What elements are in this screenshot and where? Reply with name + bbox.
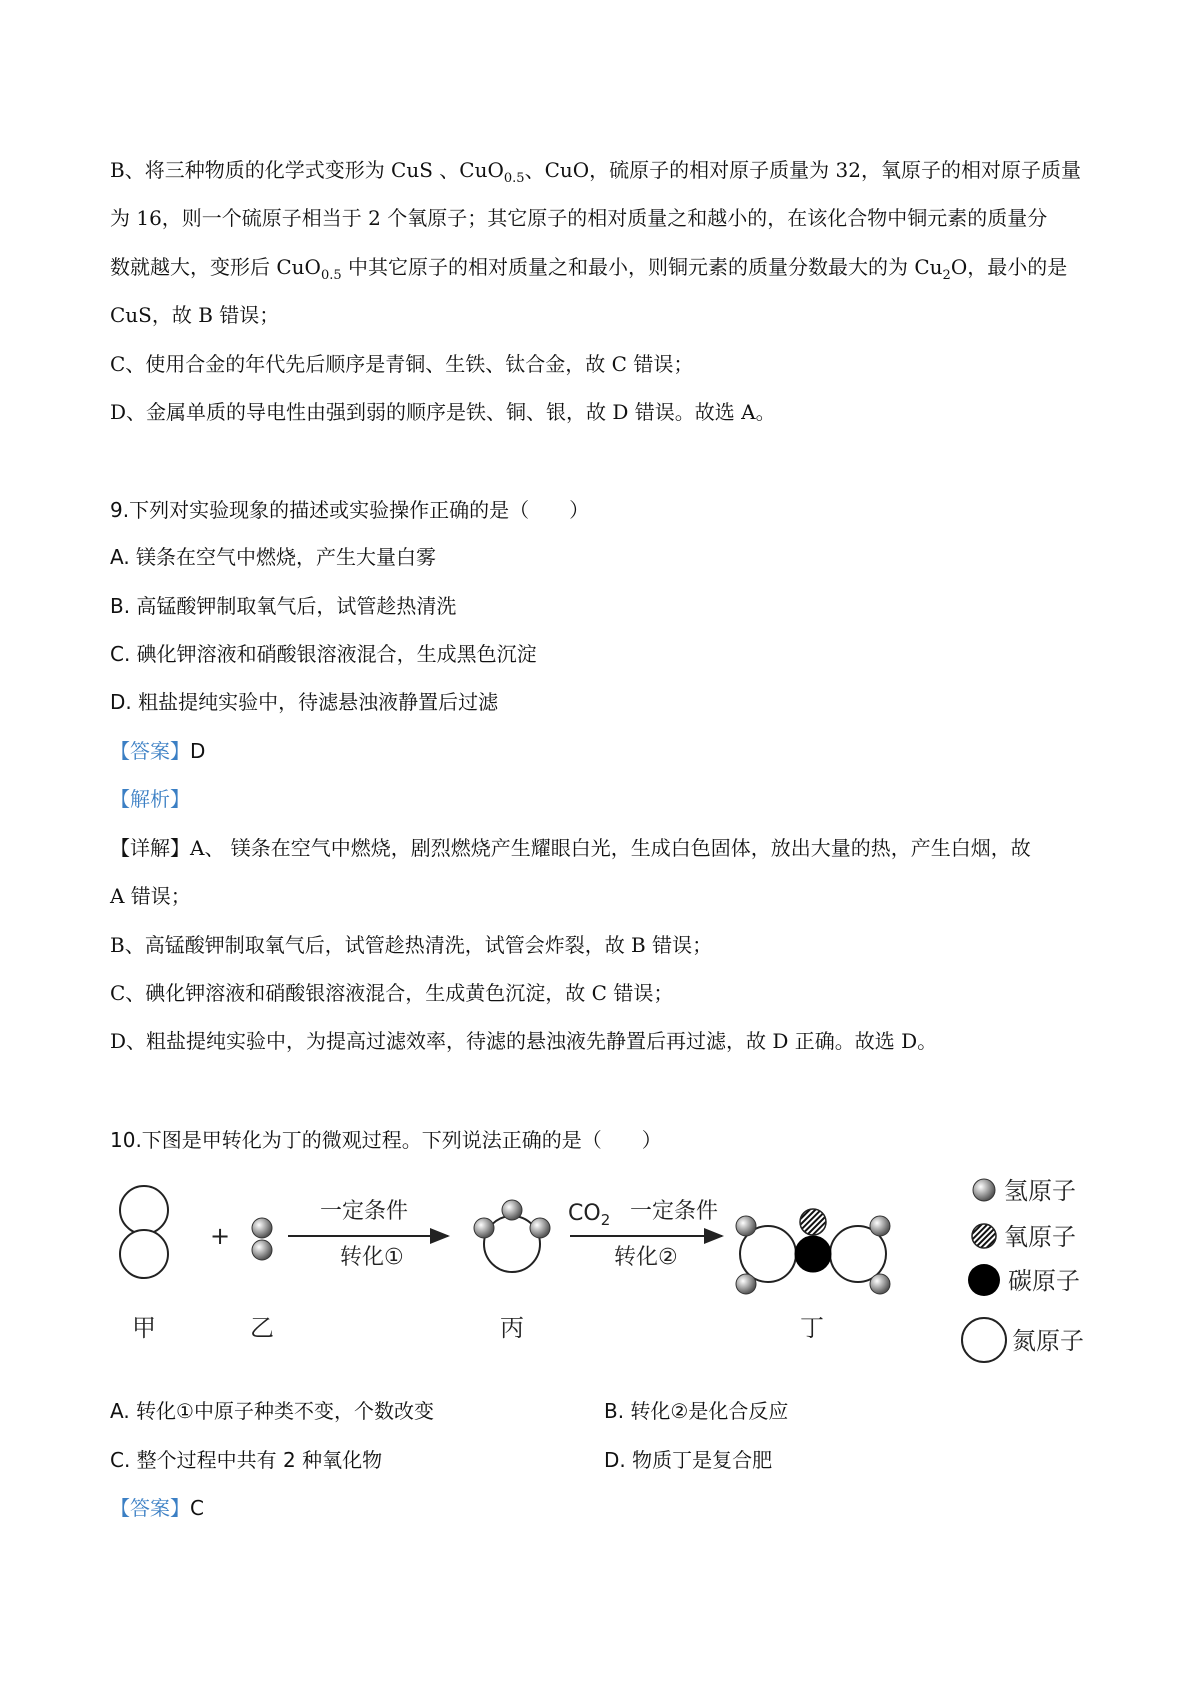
solution-b-line4: CuS，故 B 错误； bbox=[110, 303, 280, 327]
solution-b-line3: 数就越大，变形后 CuO$_{0.5}$ 中其它原子的相对质量之和最小，则铜元素的质量分数最大的为 $Cu_2O$，最小的是 bbox=[110, 255, 1068, 283]
q9-detail-b: B、高锰酸钾制取氧气后，试管趁热清洗，试管会炸裂，故 B 错误； bbox=[110, 933, 713, 957]
q10-option-c: C. 整个过程中共有 2 种氧化物 bbox=[110, 1448, 383, 1472]
hydrogen-atom bbox=[736, 1274, 756, 1294]
q9-detail-line1: 【详解】A、 镁条在空气中燃烧，剧烈燃烧产生耀眼白光，生成白色固体，放出大量的热，产生白烟，故 bbox=[110, 836, 1031, 860]
q10-option-b: B. 转化②是化合反应 bbox=[604, 1399, 789, 1423]
answer-value: C bbox=[190, 1496, 204, 1520]
answer-label: 【答案】 bbox=[110, 1496, 190, 1520]
molecule-yi bbox=[252, 1218, 272, 1260]
label-bing: 丙 bbox=[500, 1314, 524, 1342]
solution-b-line2: 为 16，则一个硫原子相当于 2 个氧原子；其它原子的相对质量之和越小的，在该化合物中铜元素的质量分 bbox=[110, 206, 1048, 230]
solution-c-line: C、使用合金的年代先后顺序是青铜、生铁、钛合金，故 C 错误； bbox=[110, 352, 694, 376]
solution-d-line: D、金属单质的导电性由强到弱的顺序是铁、铜、银，故 D 错误。故选 A。 bbox=[110, 400, 776, 424]
hydrogen-atom bbox=[870, 1274, 890, 1294]
legend-oxygen: 氧原子 bbox=[1004, 1223, 1076, 1251]
plus-sign: + bbox=[210, 1222, 231, 1250]
q10-option-d: D. 物质丁是复合肥 bbox=[604, 1448, 773, 1472]
label-ding: 丁 bbox=[800, 1314, 824, 1342]
legend-nitrogen-swatch bbox=[962, 1318, 1006, 1362]
legend-oxygen-swatch bbox=[972, 1224, 996, 1248]
legend-nitrogen: 氮原子 bbox=[1012, 1327, 1084, 1355]
analysis-label: 【解析】 bbox=[110, 787, 190, 811]
nitrogen-atom bbox=[120, 1186, 168, 1234]
hydrogen-atom bbox=[870, 1216, 890, 1236]
q9-answer bbox=[110, 737, 205, 765]
q10-stem: 10.下图是甲转化为丁的微观过程。下列说法正确的是（ ） bbox=[110, 1128, 662, 1152]
label-jia: 甲 bbox=[132, 1314, 156, 1342]
oxygen-atom bbox=[800, 1209, 826, 1235]
hydrogen-atom bbox=[252, 1218, 272, 1238]
q9-detail-d: D、粗盐提纯实验中，为提高过滤效率，待滤的悬浊液先静置后再过滤，故 D 正确。故选 D。 bbox=[110, 1029, 938, 1053]
arrow2-co2: $CO_2$ bbox=[568, 1201, 611, 1229]
legend bbox=[962, 1177, 1084, 1362]
q9-detail-line2: A 错误； bbox=[110, 884, 191, 908]
legend-carbon: 碳原子 bbox=[1008, 1267, 1080, 1295]
molecule-jia bbox=[120, 1186, 168, 1278]
q9-option-b: B. 高锰酸钾制取氧气后，试管趁热清洗 bbox=[110, 594, 457, 618]
answer-value: D bbox=[190, 739, 206, 763]
legend-carbon-swatch bbox=[968, 1264, 1000, 1296]
answer-label: 【答案】 bbox=[110, 739, 190, 763]
q9-option-d: D. 粗盐提纯实验中，待滤悬浊液静置后过滤 bbox=[110, 690, 499, 714]
nitrogen-atom bbox=[120, 1230, 168, 1278]
q9-option-c: C. 碘化钾溶液和硝酸银溶液混合，生成黑色沉淀 bbox=[110, 642, 537, 666]
hydrogen-atom bbox=[502, 1200, 522, 1220]
q9-stem: 9.下列对实验现象的描述或实验操作正确的是（ ） bbox=[110, 498, 590, 522]
carbon-atom bbox=[795, 1236, 831, 1272]
q10-option-a: A. 转化①中原子种类不变，个数改变 bbox=[110, 1399, 434, 1423]
molecule-bing bbox=[474, 1200, 550, 1272]
q10-answer bbox=[110, 1494, 204, 1522]
arrow2-label: 转化② bbox=[614, 1245, 678, 1270]
solution-b-line1: B、将三种物质的化学式变形为 CuS 、CuO$_{0.5}$、CuO，硫原子的相对原子质量为 32，氧原子的相对原子质量 bbox=[110, 158, 1081, 186]
hydrogen-atom bbox=[530, 1218, 550, 1238]
legend-hydrogen-swatch bbox=[973, 1179, 995, 1201]
molecule-ding bbox=[736, 1209, 890, 1294]
arrow1-label: 转化① bbox=[340, 1245, 404, 1270]
hydrogen-atom bbox=[474, 1218, 494, 1238]
arrow2-condition: 一定条件 bbox=[630, 1199, 719, 1224]
hydrogen-atom bbox=[252, 1240, 272, 1260]
q9-option-a: A. 镁条在空气中燃烧，产生大量白雾 bbox=[110, 545, 437, 569]
hydrogen-atom bbox=[736, 1216, 756, 1236]
arrow1-condition: 一定条件 bbox=[320, 1199, 409, 1224]
q9-detail-c: C、碘化钾溶液和硝酸银溶液混合，生成黄色沉淀，故 C 错误； bbox=[110, 981, 674, 1005]
molecular-diagram bbox=[100, 1160, 1100, 1390]
label-yi: 乙 bbox=[250, 1314, 274, 1342]
legend-hydrogen: 氢原子 bbox=[1004, 1177, 1076, 1205]
q9-analysis bbox=[110, 785, 190, 813]
